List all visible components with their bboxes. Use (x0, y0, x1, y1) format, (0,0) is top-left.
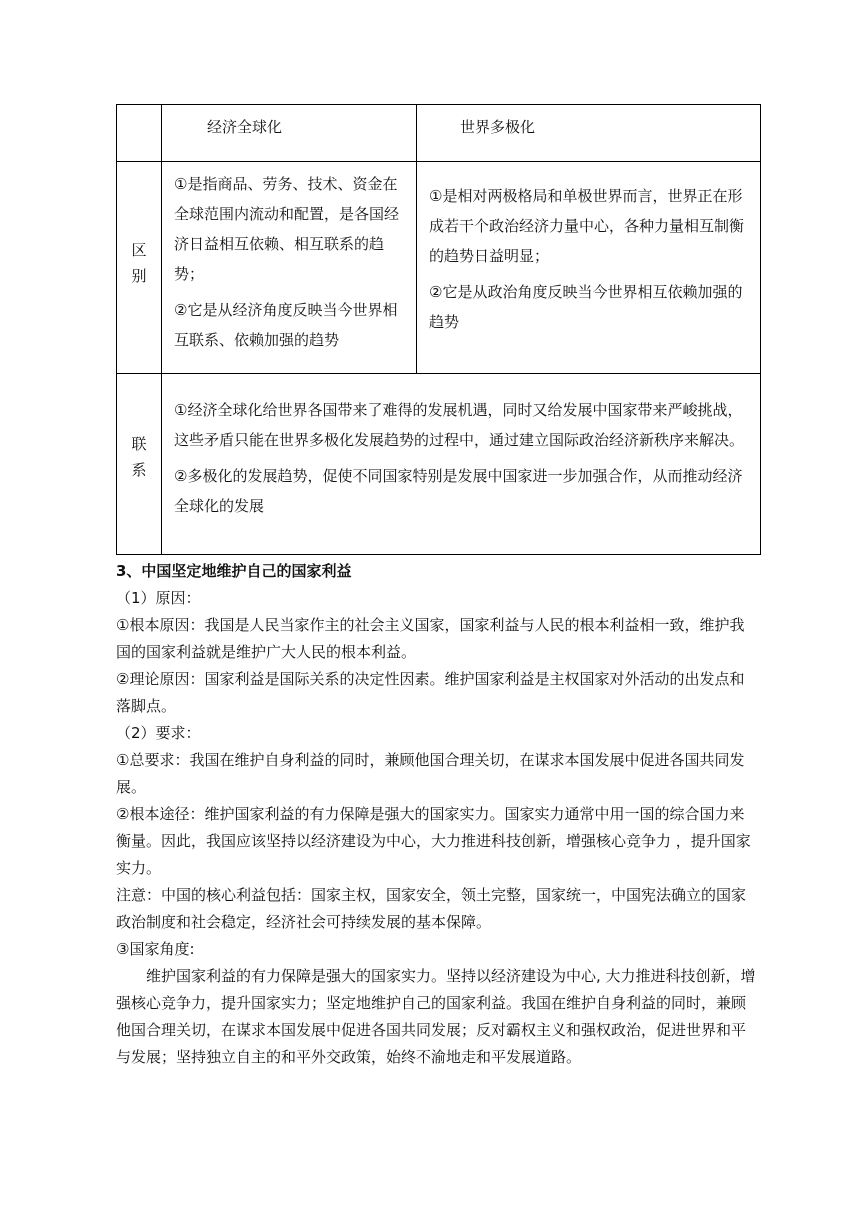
header-economic-globalization: 经济全球化 (207, 118, 283, 136)
table-row-divider (117, 161, 760, 162)
reason-fundamental: ①根本原因：我国是人民当家作主的社会主义国家，国家利益与人民的根本利益相一致，维护我国的国家利益就是维护广大人民的根本利益。 (116, 616, 745, 661)
cell-paragraph: ②它是从经济角度反映当今世界相互联系、依赖加强的趋势 (174, 301, 398, 349)
table-col-divider (416, 105, 417, 373)
cell-paragraph: ②它是从政治角度反映当今世界相互依赖加强的趋势 (429, 283, 743, 331)
requirements-heading: （2）要求： (116, 724, 201, 742)
header-world-multipolarization: 世界多极化 (460, 118, 536, 136)
table-col-divider (161, 105, 162, 554)
row-label-char: 联 (131, 435, 147, 453)
requirement-general: ①总要求：我国在维护自身利益的同时，兼顾他国合理关切，在谋求本国发展中促进各国共同发展。 (116, 751, 745, 796)
section-title: 3、中国坚定地维护自己的国家利益 (116, 562, 352, 580)
requirement-fundamental-path: ②根本途径：维护国家利益的有力保障是强大的国家实力。国家实力通常中用一国的综合国力来衡量。因此，我国应该坚持以经济建设为中心，大力推进科技创新，增强核心竞争力 ，提升国家实力。 (116, 805, 751, 877)
cell-paragraph: ①经济全球化给世界各国带来了难得的发展机遇，同时又给发展中国家带来严峻挑战，这些矛盾只能在世界多极化发展趋势的过程中，通过建立国际政治经济新秩序来解决。 (174, 401, 745, 449)
row-label-connection (117, 431, 161, 483)
national-perspective-heading: ③国家角度: (116, 940, 195, 958)
comparison-table (116, 104, 761, 555)
row-label-char: 别 (131, 267, 147, 285)
row-label-char: 系 (131, 461, 147, 479)
core-interests-note: 注意：中国的核心利益包括：国家主权，国家安全，领土完整，国家统一，中国宪法确立的国家政治制度和社会稳定，经济社会可持续发展的基本保障。 (116, 886, 747, 931)
cell-multipolarization-difference (429, 181, 751, 337)
reasons-heading: （1）原因： (116, 589, 201, 607)
national-perspective-body: 维护国家利益的有力保障是强大的国家实力。坚持以经济建设为中心, 大力推进科技创新，增强核心竞争力，提升国家实力；坚定地维护自己的国家利益。我国在维护自身利益的同时，兼顾他国合理关切，在谋求本国发展中促进各国共同发展；反对霸权主义和强权政治，促进世界和平与发展；坚持独立自主的和平外交政策，始终不渝地走和平发展道路。 (116, 967, 756, 1066)
cell-paragraph: ①是指商品、劳务、技术、资金在全球范围内流动和配置，是各国经济日益相互依赖、相互联系的趋势； (174, 175, 400, 283)
row-label-char: 区 (131, 241, 147, 259)
cell-paragraph: ①是相对两极格局和单极世界而言，世界正在形成若干个政治经济力量中心，各种力量相互制衡的趋势日益明显； (429, 187, 745, 265)
cell-paragraph: ②多极化的发展趋势，促使不同国家特别是发展中国家进一步加强合作，从而推动经济全球化的发展 (174, 467, 743, 515)
table-row-divider (117, 373, 760, 374)
row-label-difference (117, 237, 161, 289)
body-text (116, 558, 756, 1071)
cell-globalization-difference (174, 169, 406, 355)
reason-theoretical: ②理论原因：国家利益是国际关系的决定性因素。维护国家利益是主权国家对外活动的出发点和落脚点。 (116, 670, 745, 715)
cell-connection (174, 395, 754, 521)
